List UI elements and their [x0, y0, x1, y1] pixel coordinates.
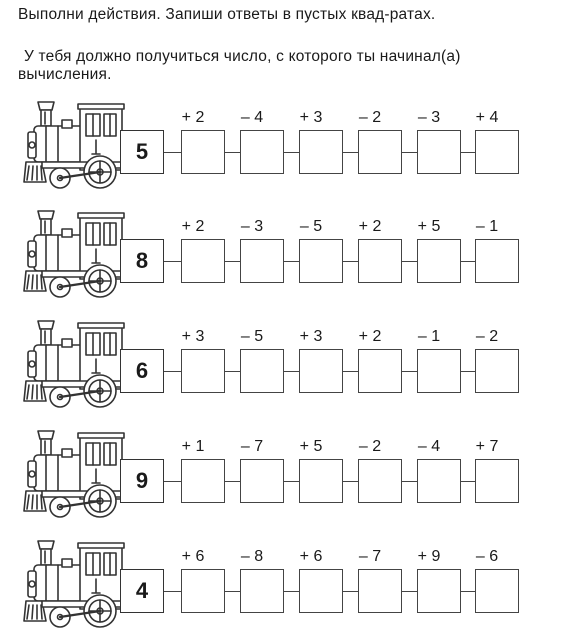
connector-line — [284, 591, 299, 592]
start-number-box: 6 — [120, 349, 164, 393]
operation-label: + 4 — [475, 109, 499, 126]
operation-label: + 5 — [417, 218, 441, 235]
connector-line — [164, 591, 181, 592]
answer-box[interactable] — [181, 349, 225, 393]
locomotive-icon — [22, 315, 126, 413]
answer-box[interactable] — [181, 569, 225, 613]
locomotive-icon — [22, 535, 126, 633]
operation-label: – 1 — [417, 328, 441, 345]
connector-line — [284, 152, 299, 153]
connector-line — [343, 481, 358, 482]
connector-line — [343, 371, 358, 372]
locomotive-icon — [22, 425, 126, 523]
operation-label: – 4 — [417, 438, 441, 455]
answer-box[interactable] — [358, 130, 402, 174]
operation-label: + 3 — [299, 109, 323, 126]
answer-box[interactable] — [240, 130, 284, 174]
answer-box[interactable] — [417, 569, 461, 613]
connector-line — [343, 261, 358, 262]
answer-box[interactable] — [417, 459, 461, 503]
operation-label: + 2 — [358, 218, 382, 235]
connector-line — [225, 371, 240, 372]
locomotive-icon — [22, 205, 126, 303]
operation-label: + 9 — [417, 548, 441, 565]
connector-line — [461, 591, 475, 592]
connector-line — [402, 261, 417, 262]
connector-line — [461, 261, 475, 262]
operation-label: – 2 — [358, 109, 382, 126]
answer-box[interactable] — [475, 239, 519, 283]
answer-box[interactable] — [181, 130, 225, 174]
answer-box[interactable] — [299, 130, 343, 174]
answer-box[interactable] — [475, 569, 519, 613]
operation-label: + 6 — [299, 548, 323, 565]
answer-box[interactable] — [240, 349, 284, 393]
connector-line — [284, 371, 299, 372]
connector-line — [225, 481, 240, 482]
operation-label: + 7 — [475, 438, 499, 455]
train-row — [0, 94, 563, 204]
start-number-box: 9 — [120, 459, 164, 503]
connector-line — [284, 261, 299, 262]
operation-label: + 2 — [358, 328, 382, 345]
answer-box[interactable] — [181, 239, 225, 283]
operation-label: – 3 — [417, 109, 441, 126]
start-number-box: 4 — [120, 569, 164, 613]
connector-line — [164, 152, 181, 153]
connector-line — [343, 152, 358, 153]
instruction-text-2: У тебя должно получиться число, с которого ты начинал(а) вычисления. — [18, 48, 461, 83]
answer-box[interactable] — [299, 459, 343, 503]
answer-box[interactable] — [475, 349, 519, 393]
operation-label: + 3 — [181, 328, 205, 345]
connector-line — [461, 371, 475, 372]
connector-line — [164, 261, 181, 262]
instruction-text-1: Выполни действия. Запиши ответы в пустых квад-ратах. — [18, 6, 436, 23]
answer-box[interactable] — [417, 239, 461, 283]
train-row — [0, 533, 563, 643]
operation-label: + 3 — [299, 328, 323, 345]
connector-line — [284, 481, 299, 482]
operation-label: + 1 — [181, 438, 205, 455]
answer-box[interactable] — [475, 130, 519, 174]
connector-line — [164, 371, 181, 372]
operation-label: – 1 — [475, 218, 499, 235]
operation-label: – 3 — [240, 218, 264, 235]
answer-box[interactable] — [417, 130, 461, 174]
connector-line — [225, 261, 240, 262]
operation-label: – 2 — [475, 328, 499, 345]
operation-label: + 2 — [181, 218, 205, 235]
answer-box[interactable] — [299, 239, 343, 283]
operation-label: + 2 — [181, 109, 205, 126]
answer-box[interactable] — [358, 239, 402, 283]
answer-box[interactable] — [299, 569, 343, 613]
answer-box[interactable] — [358, 459, 402, 503]
connector-line — [402, 152, 417, 153]
operation-label: – 5 — [240, 328, 264, 345]
answer-box[interactable] — [240, 239, 284, 283]
operation-label: – 2 — [358, 438, 382, 455]
start-number-box: 5 — [120, 130, 164, 174]
answer-box[interactable] — [240, 569, 284, 613]
start-number-box: 8 — [120, 239, 164, 283]
connector-line — [402, 591, 417, 592]
operation-label: – 6 — [475, 548, 499, 565]
train-row — [0, 203, 563, 313]
answer-box[interactable] — [417, 349, 461, 393]
connector-line — [343, 591, 358, 592]
operation-label: – 7 — [358, 548, 382, 565]
answer-box[interactable] — [475, 459, 519, 503]
operation-label: + 5 — [299, 438, 323, 455]
operation-label: – 5 — [299, 218, 323, 235]
connector-line — [225, 152, 240, 153]
answer-box[interactable] — [358, 569, 402, 613]
connector-line — [402, 371, 417, 372]
answer-box[interactable] — [181, 459, 225, 503]
locomotive-icon — [22, 96, 126, 194]
operation-label: – 8 — [240, 548, 264, 565]
answer-box[interactable] — [240, 459, 284, 503]
connector-line — [225, 591, 240, 592]
operation-label: – 7 — [240, 438, 264, 455]
connector-line — [461, 152, 475, 153]
connector-line — [461, 481, 475, 482]
operation-label: + 6 — [181, 548, 205, 565]
connector-line — [164, 481, 181, 482]
answer-box[interactable] — [299, 349, 343, 393]
operation-label: – 4 — [240, 109, 264, 126]
answer-box[interactable] — [358, 349, 402, 393]
connector-line — [402, 481, 417, 482]
train-row — [0, 423, 563, 533]
train-row — [0, 313, 563, 423]
